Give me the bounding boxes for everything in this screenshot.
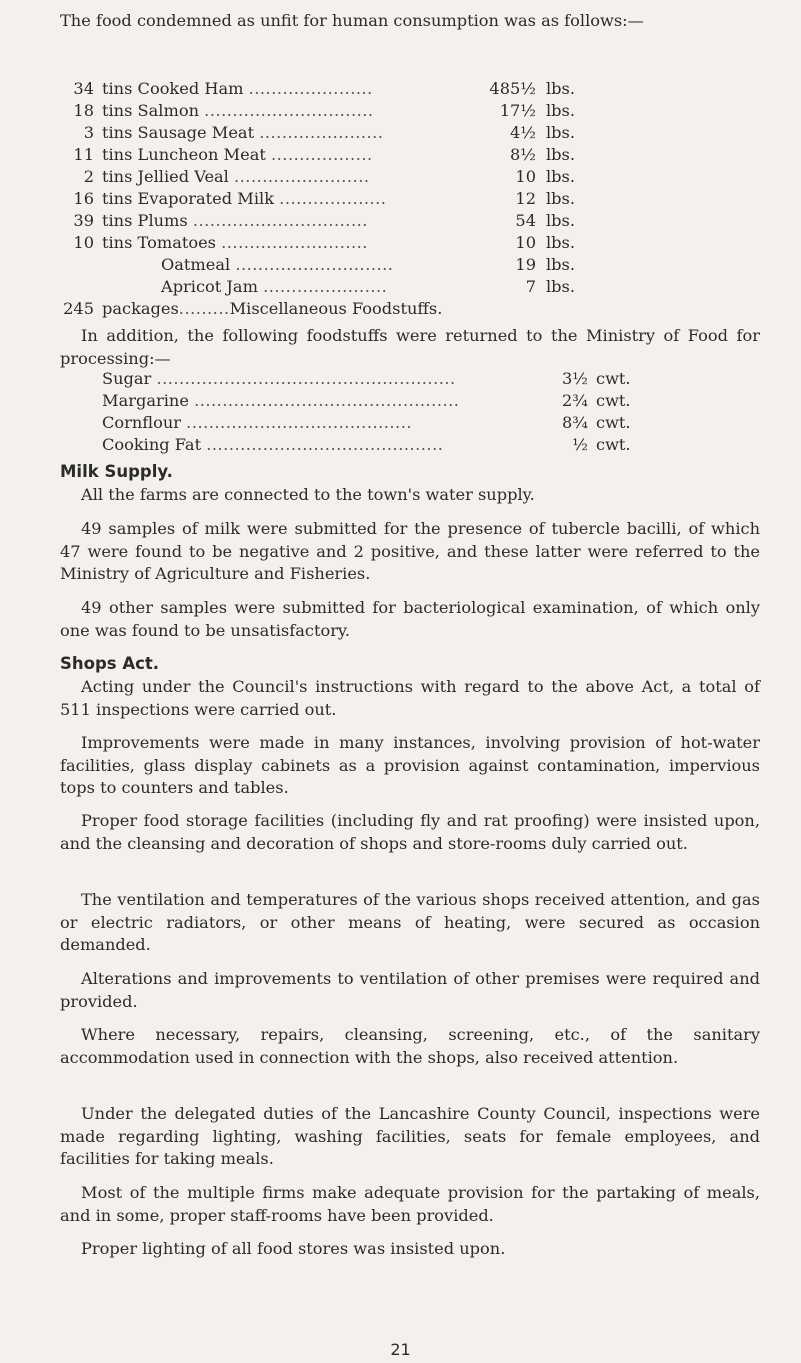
row-item: tins Salmon — [102, 101, 199, 120]
processing-amount: 8¾ — [562, 413, 588, 432]
processing-item: Cooking Fat — [102, 435, 202, 454]
shops-paragraph-3: Proper food storage facilities (including fly and rat proofing) were insisted upon, and the cleansing and decoration of shops and store-rooms duly carried out. — [60, 811, 760, 853]
processing-item: Cornflour — [102, 413, 182, 432]
row-unit: lbs. — [546, 277, 575, 296]
packages-label: packages — [102, 299, 179, 318]
row-item: Apricot Jam — [161, 277, 258, 296]
packages-text: Miscellaneous Foodstuffs. — [229, 299, 443, 318]
row-unit: lbs. — [546, 189, 575, 208]
row-unit: lbs. — [546, 255, 575, 274]
row-amount: 10 — [515, 167, 536, 186]
shops-paragraph-6: Where necessary, repairs, cleansing, screening, etc., of the sanitary accommodation used in connection with the shops, also received attention. — [60, 1025, 760, 1067]
processing-unit: cwt. — [596, 435, 631, 454]
shops-paragraph-9: Proper lighting of all food stores was insisted upon. — [81, 1239, 506, 1258]
row-leader: .......................... — [221, 233, 368, 252]
row-item: tins Tomatoes — [102, 233, 216, 252]
processing-item: Margarine — [102, 391, 189, 410]
row-amount: 8½ — [510, 145, 536, 164]
row-leader: .............................. — [204, 101, 374, 120]
row-item: tins Jellied Veal — [102, 167, 229, 186]
processing-unit: cwt. — [596, 369, 631, 388]
shops-paragraph-5: Alterations and improvements to ventilation of other premises were required and provided. — [60, 969, 760, 1011]
page-number: 21 — [390, 1340, 411, 1359]
shops-paragraph-2: Improvements were made in many instances, involving provision of hot-water facilities, glass display cabinets as a provision against contamination, impervious tops to counters and tables. — [60, 733, 760, 797]
row-count: 3 — [83, 123, 94, 142]
milk-paragraph-1: All the farms are connected to the town's water supply. — [81, 485, 535, 504]
row-leader: ........................ — [234, 167, 370, 186]
processing-unit: cwt. — [596, 391, 631, 410]
processing-unit: cwt. — [596, 413, 631, 432]
shops-paragraph-4: The ventilation and temperatures of the various shops received attention, and gas or electric radiators, or other means of heating, were secured as occasion demanded. — [60, 890, 760, 954]
row-unit: lbs. — [546, 101, 575, 120]
row-item: Oatmeal — [161, 255, 231, 274]
row-count: 39 — [73, 211, 94, 230]
shops-paragraph-7: Under the delegated duties of the Lancashire County Council, inspections were made regarding lighting, washing facilities, seats for female employees, and facilities for taking meals. — [60, 1104, 760, 1168]
row-unit: lbs. — [546, 79, 575, 98]
row-count: 18 — [73, 101, 94, 120]
row-unit: lbs. — [546, 211, 575, 230]
processing-intro: In addition, the following foodstuffs were returned to the Ministry of Food for processing:— — [60, 326, 760, 368]
shops-paragraph-1: Acting under the Council's instructions with regard to the above Act, a total of 511 inspections were carried out. — [60, 677, 760, 719]
row-item: tins Cooked Ham — [102, 79, 244, 98]
processing-item: Sugar — [102, 369, 152, 388]
row-count: 34 — [73, 79, 94, 98]
processing-amount: 2¾ — [562, 391, 588, 410]
row-unit: lbs. — [546, 167, 575, 186]
row-leader: ...................... — [263, 277, 388, 296]
row-amount: 17½ — [499, 101, 536, 120]
condemned-intro: The food condemned as unfit for human consumption was as follows:— — [60, 11, 644, 30]
processing-amount: 3½ — [562, 369, 588, 388]
row-leader: ................... — [279, 189, 387, 208]
row-leader: ...................... — [259, 123, 384, 142]
row-amount: 485½ — [489, 79, 536, 98]
row-count: 10 — [73, 233, 94, 252]
row-amount: 12 — [515, 189, 536, 208]
row-amount: 4½ — [510, 123, 536, 142]
row-leader: ............................ — [235, 255, 394, 274]
row-count: 2 — [83, 167, 94, 186]
milk-paragraph-2: 49 samples of milk were submitted for the presence of tubercle bacilli, of which 47 were found to be negative and 2 positive, and these latter were referred to the Ministry of Agriculture and Fisheries. — [60, 519, 760, 583]
row-unit: lbs. — [546, 145, 575, 164]
row-amount: 54 — [515, 211, 536, 230]
row-item: tins Evaporated Milk — [102, 189, 275, 208]
processing-leader: .......................................... — [206, 435, 444, 454]
row-leader: ...................... — [248, 79, 373, 98]
milk-supply-heading: Milk Supply. — [60, 462, 173, 481]
row-count: 16 — [73, 189, 94, 208]
shops-act-heading: Shops Act. — [60, 654, 160, 673]
row-item: tins Plums — [102, 211, 188, 230]
row-amount: 19 — [515, 255, 536, 274]
row-count: 11 — [73, 145, 94, 164]
row-leader: .................. — [271, 145, 373, 164]
packages-leader: ......... — [178, 299, 230, 318]
row-leader: ............................... — [192, 211, 368, 230]
milk-paragraph-3: 49 other samples were submitted for bacteriological examination, of which only one was found to be unsatisfactory. — [60, 598, 760, 640]
processing-amount: ½ — [572, 435, 588, 454]
row-item: tins Sausage Meat — [102, 123, 255, 142]
row-unit: lbs. — [546, 123, 575, 142]
processing-leader: ..................................................... — [156, 369, 456, 388]
processing-leader: ............................................... — [194, 391, 460, 410]
row-unit: lbs. — [546, 233, 575, 252]
row-item: tins Luncheon Meat — [102, 145, 266, 164]
row-amount: 7 — [525, 277, 536, 296]
row-amount: 10 — [515, 233, 536, 252]
processing-leader: ........................................ — [186, 413, 412, 432]
shops-paragraph-8: Most of the multiple firms make adequate provision for the partaking of meals, and in some, proper staff-rooms have been provided. — [60, 1183, 760, 1225]
packages-count: 245 — [63, 299, 94, 318]
